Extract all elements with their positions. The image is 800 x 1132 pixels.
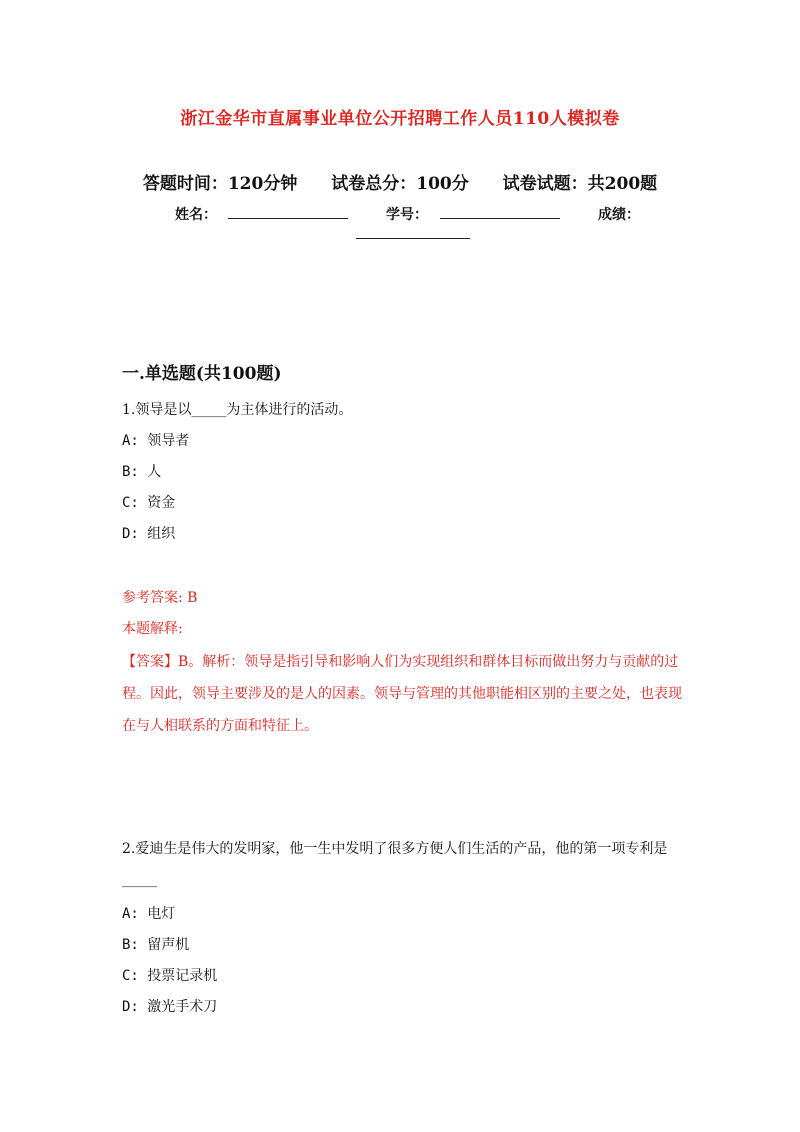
id-blank[interactable] [440, 218, 560, 219]
question-2-option-b[interactable]: B: 留声机 [122, 937, 190, 953]
question-1-stem: 1.领导是以_____为主体进行的活动。 [122, 402, 353, 418]
question-2-option-d[interactable]: D: 激光手术刀 [122, 999, 218, 1015]
question-1-option-c[interactable]: C: 资金 [122, 495, 176, 511]
question-1-answer: 参考答案: B [122, 590, 198, 606]
name-label: 姓名： [175, 207, 217, 223]
question-2-option-c[interactable]: C: 投票记录机 [122, 968, 218, 984]
exam-total-score: 试卷总分：100分 [331, 174, 469, 194]
grade-blank[interactable] [356, 238, 470, 239]
question-1-explanation: 【答案】B。解析：领导是指引导和影响人们为实现组织和群体目标而做出努力与贡献的过程。因此，领导主要涉及的是人的因素。领导与管理的其他职能相区别的主要之处，也表现在与人相联系的方面和特征上。 [122, 654, 682, 734]
exam-time: 答题时间：120分钟 [142, 174, 298, 194]
name-blank[interactable] [228, 218, 348, 219]
exam-question-count: 试卷试题：共200题 [502, 174, 658, 194]
exam-meta [0, 169, 800, 194]
exam-title: 浙江金华市直属事业单位公开招聘工作人员110人模拟卷 [180, 109, 620, 129]
section-heading: 一.单选题(共100题) [122, 364, 282, 384]
question-2-stem: 2.爱迪生是伟大的发明家，他一生中发明了很多方便人们生活的产品，他的第一项专利是_____ [122, 841, 668, 888]
question-1-option-d[interactable]: D: 组织 [122, 526, 176, 542]
grade-label: 成绩： [598, 207, 640, 223]
question-1-explanation-label: 本题解释: [122, 621, 183, 637]
question-1-option-b[interactable]: B: 人 [122, 464, 162, 480]
id-label: 学号： [386, 207, 428, 223]
question-1-option-a[interactable]: A: 领导者 [122, 433, 190, 449]
question-2-option-a[interactable]: A: 电灯 [122, 906, 176, 922]
